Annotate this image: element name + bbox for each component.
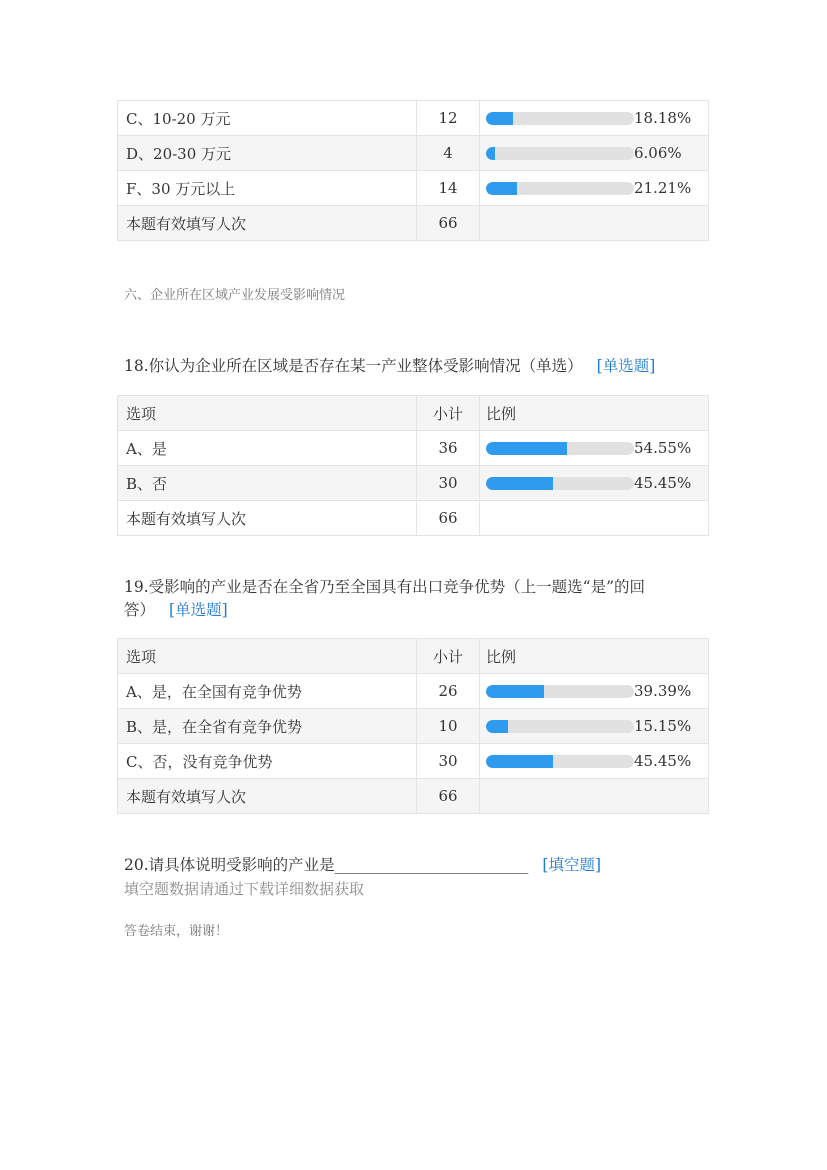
ratio-bar-fill	[486, 147, 495, 160]
option-label: C、否，没有竞争优势	[118, 744, 417, 779]
section-heading: 六、企业所在区域产业发展受影响情况	[124, 288, 346, 303]
question-text: 18.你认为企业所在区域是否存在某一产业整体受影响情况（单选）	[124, 357, 583, 375]
option-count: 30	[417, 744, 480, 779]
ratio-bar-fill	[486, 755, 553, 768]
question-text-line1: 19.受影响的产业是否在全省乃至全国具有出口竞争优势（上一题选“是”的回	[124, 578, 646, 596]
ratio-bar	[486, 685, 634, 698]
option-label: C、10-20 万元	[118, 101, 417, 136]
ratio-bar	[486, 477, 634, 490]
column-header-count: 小计	[417, 396, 480, 431]
total-count: 66	[417, 501, 480, 536]
table-total-row	[118, 779, 709, 814]
total-label: 本题有效填写人次	[118, 501, 417, 536]
table-q17-continued	[117, 100, 709, 241]
ratio-bar-fill	[486, 720, 508, 733]
ratio-bar	[486, 755, 634, 768]
ratio-bar	[486, 442, 634, 455]
question-18-title	[124, 355, 694, 378]
ratio-bar	[486, 182, 634, 195]
option-label: A、是，在全国有竞争优势	[118, 674, 417, 709]
question-type-badge: [单选题]	[169, 601, 228, 619]
question-19-title	[124, 576, 694, 622]
table-total-row	[118, 206, 709, 241]
ratio-percent: 21.21%	[634, 179, 692, 197]
option-count: 14	[417, 171, 480, 206]
option-count: 36	[417, 431, 480, 466]
option-count: 30	[417, 466, 480, 501]
column-header-ratio: 比例	[480, 396, 709, 431]
option-count: 10	[417, 709, 480, 744]
table-header-row	[118, 639, 709, 674]
question-20-title	[124, 854, 694, 877]
question-text-line2: 答）	[124, 601, 156, 619]
ratio-percent: 6.06%	[634, 144, 682, 162]
total-label: 本题有效填写人次	[118, 779, 417, 814]
table-row	[118, 709, 709, 744]
total-count: 66	[417, 206, 480, 241]
table-row	[118, 171, 709, 206]
ratio-bar-fill	[486, 112, 513, 125]
question-type-badge: [单选题]	[596, 357, 656, 375]
column-header-option: 选项	[118, 396, 417, 431]
ratio-bar	[486, 720, 634, 733]
ratio-bar	[486, 112, 634, 125]
option-count: 12	[417, 101, 480, 136]
table-total-row	[118, 501, 709, 536]
end-message: 答卷结束，谢谢！	[124, 924, 229, 939]
option-count: 4	[417, 136, 480, 171]
total-label: 本题有效填写人次	[118, 206, 417, 241]
ratio-percent: 45.45%	[634, 474, 692, 492]
ratio-bar	[486, 147, 634, 160]
total-count: 66	[417, 779, 480, 814]
table-row	[118, 674, 709, 709]
table-row	[118, 136, 709, 171]
ratio-percent: 18.18%	[634, 109, 692, 127]
ratio-bar-fill	[486, 182, 517, 195]
fill-in-note: 填空题数据请通过下载详细数据获取	[124, 880, 365, 898]
option-count: 26	[417, 674, 480, 709]
option-label: D、20-30 万元	[118, 136, 417, 171]
option-label: B、是，在全省有竞争优势	[118, 709, 417, 744]
ratio-percent: 15.15%	[634, 717, 692, 735]
table-header-row	[118, 396, 709, 431]
ratio-percent: 45.45%	[634, 752, 692, 770]
column-header-count: 小计	[417, 639, 480, 674]
column-header-option: 选项	[118, 639, 417, 674]
ratio-percent: 54.55%	[634, 439, 692, 457]
table-row	[118, 101, 709, 136]
table-row	[118, 744, 709, 779]
option-label: A、是	[118, 431, 417, 466]
table-q19	[117, 638, 709, 814]
ratio-bar-fill	[486, 477, 553, 490]
option-label: F、30 万元以上	[118, 171, 417, 206]
ratio-percent: 39.39%	[634, 682, 692, 700]
ratio-bar-fill	[486, 685, 544, 698]
table-q18	[117, 395, 709, 536]
question-type-badge: [填空题]	[542, 856, 602, 874]
column-header-ratio: 比例	[480, 639, 709, 674]
question-text: 20.请具体说明受影响的产业是_________________________	[124, 856, 529, 874]
table-row	[118, 431, 709, 466]
ratio-bar-fill	[486, 442, 567, 455]
table-row	[118, 466, 709, 501]
option-label: B、否	[118, 466, 417, 501]
